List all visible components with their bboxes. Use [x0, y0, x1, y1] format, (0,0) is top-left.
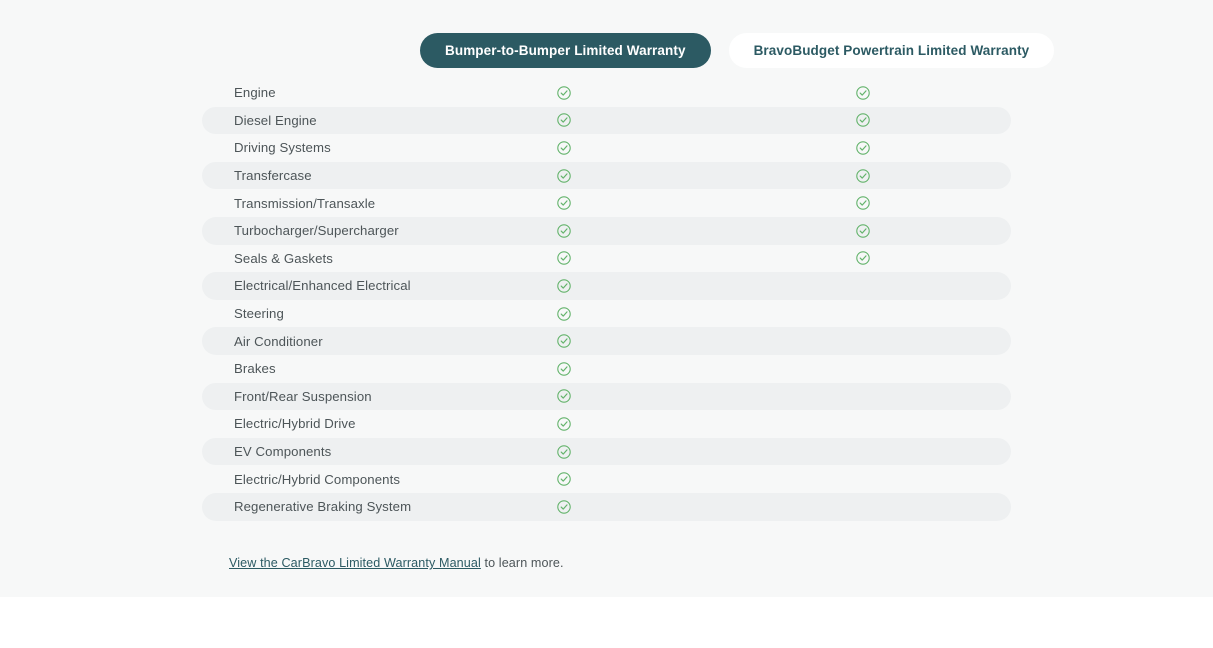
footnote-tail: to learn more. [480, 556, 564, 570]
tab-bumper-to-bumper[interactable] [420, 33, 711, 68]
table-row [202, 383, 1011, 411]
coverage-item-label: Seals & Gaskets [234, 250, 333, 266]
check-icon [856, 86, 870, 100]
check-icon [557, 141, 571, 155]
tab-bravobudget-powertrain[interactable] [729, 33, 1055, 68]
check-icon [557, 445, 571, 459]
coverage-item-label: Transfercase [234, 168, 312, 184]
tab-bumper-to-bumper-label: Bumper-to-Bumper Limited Warranty [445, 43, 686, 58]
table-row [202, 438, 1011, 466]
table-row [202, 272, 1011, 300]
coverage-table [202, 79, 1011, 521]
coverage-item-label: Driving Systems [234, 140, 331, 156]
table-row [202, 410, 1011, 438]
coverage-item-label: Electrical/Enhanced Electrical [234, 278, 411, 294]
check-icon [557, 362, 571, 376]
check-icon [557, 224, 571, 238]
table-row [202, 355, 1011, 383]
check-icon [856, 113, 870, 127]
coverage-item-label: Steering [234, 306, 284, 322]
warranty-tab-bar [420, 33, 1054, 68]
check-icon [557, 500, 571, 514]
check-icon [557, 279, 571, 293]
coverage-item-label: Air Conditioner [234, 333, 323, 349]
check-icon [557, 334, 571, 348]
table-row [202, 245, 1011, 273]
check-icon [557, 169, 571, 183]
coverage-item-label: Regenerative Braking System [234, 499, 412, 515]
check-icon [557, 472, 571, 486]
footnote [229, 556, 564, 570]
coverage-item-label: Engine [234, 85, 276, 101]
coverage-item-label: Brakes [234, 361, 276, 377]
coverage-item-label: EV Components [234, 444, 332, 460]
table-row [202, 107, 1011, 135]
check-icon [557, 86, 571, 100]
check-icon [856, 251, 870, 265]
check-icon [557, 251, 571, 265]
table-row [202, 493, 1011, 521]
table-row [202, 162, 1011, 190]
tab-bravobudget-powertrain-label: BravoBudget Powertrain Limited Warranty [753, 43, 1030, 58]
page-bottom-strip [0, 597, 1213, 648]
coverage-item-label: Turbocharger/Supercharger [234, 223, 399, 239]
table-row [202, 300, 1011, 328]
coverage-item-label: Front/Rear Suspension [234, 388, 372, 404]
check-icon [856, 169, 870, 183]
coverage-item-label: Transmission/Transaxle [234, 195, 376, 211]
coverage-item-label: Electric/Hybrid Drive [234, 416, 356, 432]
check-icon [856, 196, 870, 210]
warranty-manual-link[interactable]: View the CarBravo Limited Warranty Manual [229, 556, 481, 570]
check-icon [856, 224, 870, 238]
table-row [202, 134, 1011, 162]
check-icon [557, 417, 571, 431]
check-icon [856, 141, 870, 155]
check-icon [557, 307, 571, 321]
check-icon [557, 196, 571, 210]
table-row [202, 465, 1011, 493]
coverage-item-label: Electric/Hybrid Components [234, 471, 401, 487]
check-icon [557, 113, 571, 127]
table-row [202, 189, 1011, 217]
table-row [202, 217, 1011, 245]
check-icon [557, 389, 571, 403]
table-row [202, 79, 1011, 107]
coverage-item-label: Diesel Engine [234, 112, 317, 128]
table-row [202, 327, 1011, 355]
